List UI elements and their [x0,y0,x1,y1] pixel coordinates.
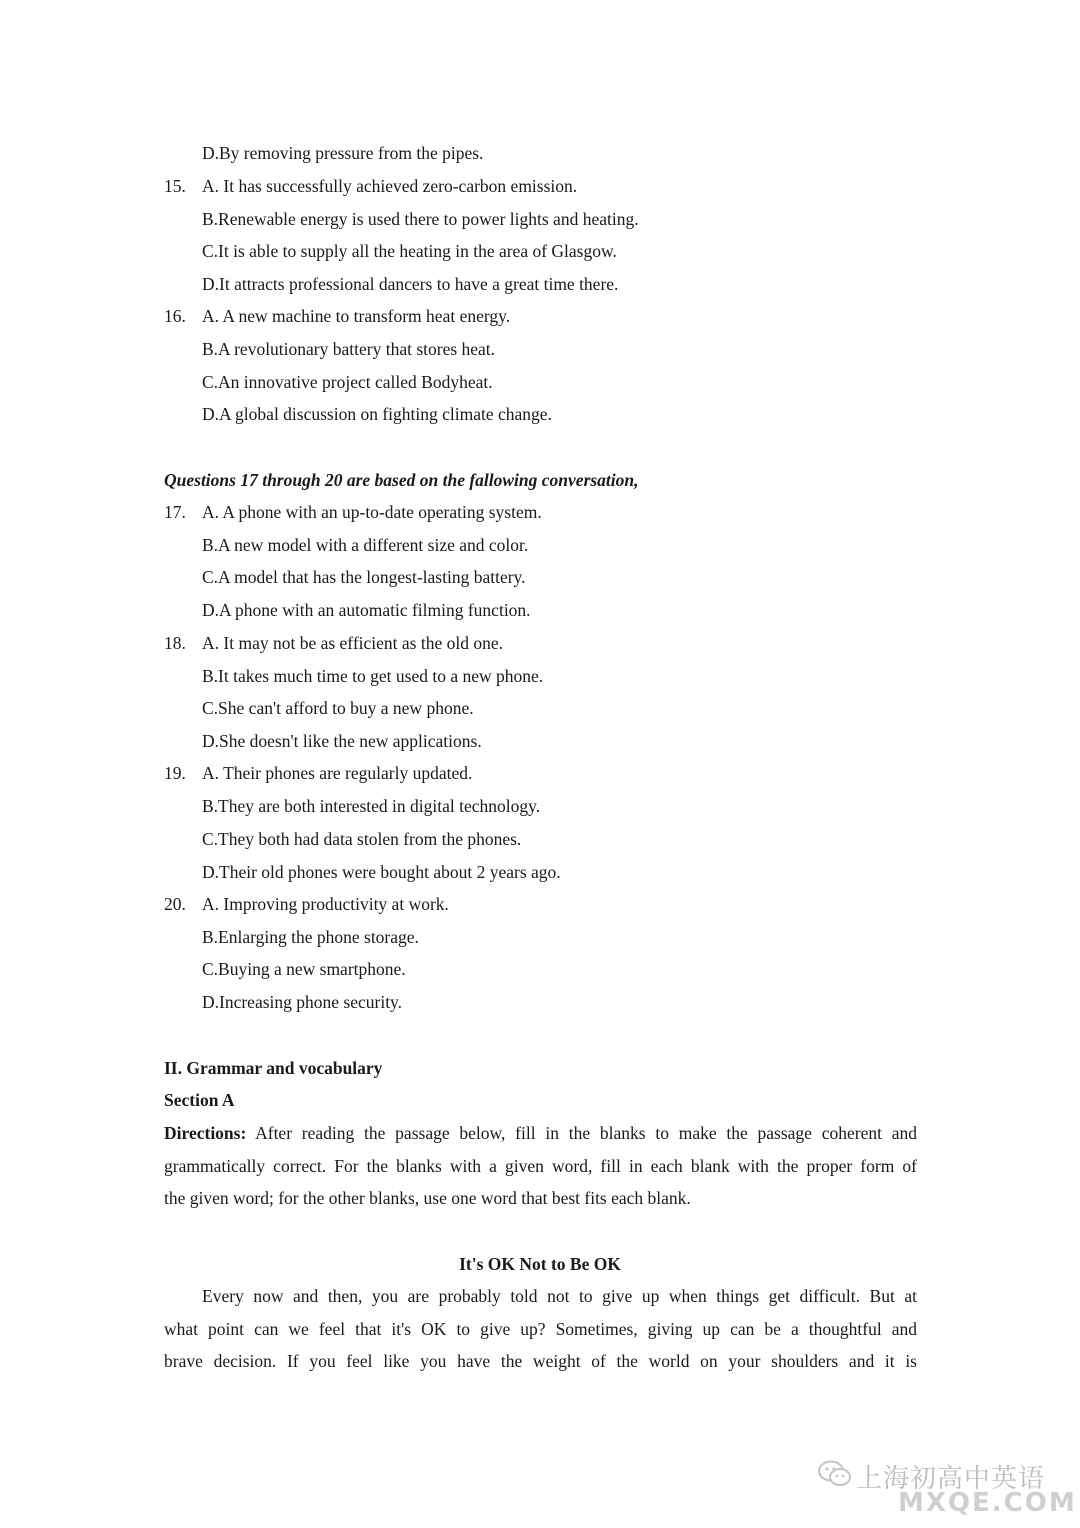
q16-option-c: C.An innovative project called Bodyheat. [202,372,493,392]
q17-number: 17. [164,502,186,522]
q15-option-b: B.Renewable energy is used there to power lights and heating. [202,209,639,229]
passage-line-3: brave decision. If you feel like you have the weight of the world on your shoulders and it is [164,1351,917,1371]
q18-number: 18. [164,633,186,653]
q16-option-b: B.A revolutionary battery that stores heat. [202,339,496,359]
directions-text-1: After reading the passage below, fill in the blanks to make the passage coherent and [246,1123,917,1143]
part2-heading: II. Grammar and vocabulary [164,1058,383,1078]
q20-option-d: D.Increasing phone security. [202,992,403,1012]
q17-option-a: A. A phone with an up-to-date operating system. [202,502,542,522]
q20-option-c: C.Buying a new smartphone. [202,959,406,979]
section-a-heading: Section A [164,1090,235,1110]
q18-option-d: D.She doesn't like the new applications. [202,731,482,751]
q20-option-a: A. Improving productivity at work. [202,894,449,914]
q16-number: 16. [164,306,186,326]
q16-option-a: A. A new machine to transform heat energy. [202,306,511,326]
watermark-text: 上海初高中英语 [856,1464,1046,1494]
q14-option-d: D.By removing pressure from the pipes. [202,143,484,163]
q15-option-d: D.It attracts professional dancers to have a great time there. [202,274,619,294]
wechat-icon [818,1460,852,1488]
q18-option-c: C.She can't afford to buy a new phone. [202,698,474,718]
q19-option-b: B.They are both interested in digital technology. [202,796,541,816]
q15-number: 15. [164,176,186,196]
q17-option-b: B.A new model with a different size and color. [202,535,529,555]
q15-option-a: A. It has successfully achieved zero-carbon emission. [202,176,578,196]
questions-17-20-heading: Questions 17 through 20 are based on the fallowing conversation, [164,470,639,490]
directions-label: Directions: [164,1123,247,1143]
q17-option-d: D.A phone with an automatic filming function. [202,600,531,620]
q19-option-a: A. Their phones are regularly updated. [202,763,473,783]
q20-option-b: B.Enlarging the phone storage. [202,927,419,947]
q18-option-b: B.It takes much time to get used to a new phone. [202,666,544,686]
q18-option-a: A. It may not be as efficient as the old one. [202,633,503,653]
directions-line-3: the given word; for the other blanks, use one word that best fits each blank. [164,1188,691,1208]
directions-line-2: grammatically correct. For the blanks with a given word, fill in each blank with the proper form of [164,1156,917,1176]
watermark [818,1440,1077,1520]
q19-number: 19. [164,763,186,783]
q16-option-d: D.A global discussion on fighting climate change. [202,404,552,424]
q20-number: 20. [164,894,186,914]
q15-option-c: C.It is able to supply all the heating in the area of Glasgow. [202,241,617,261]
passage-title: It's OK Not to Be OK [459,1254,621,1274]
q19-option-c: C.They both had data stolen from the phones. [202,829,522,849]
q17-option-c: C.A model that has the longest-lasting battery. [202,567,526,587]
passage-line-1: Every now and then, you are probably told not to give up when things get difficult. But at [202,1286,917,1306]
directions-line-1 [164,1122,917,1144]
watermark-site: MXQE.COM [898,1488,1077,1518]
passage-line-2: what point can we feel that it's OK to give up? Sometimes, giving up can be a thoughtful and [164,1319,917,1339]
q19-option-d: D.Their old phones were bought about 2 years ago. [202,862,561,882]
